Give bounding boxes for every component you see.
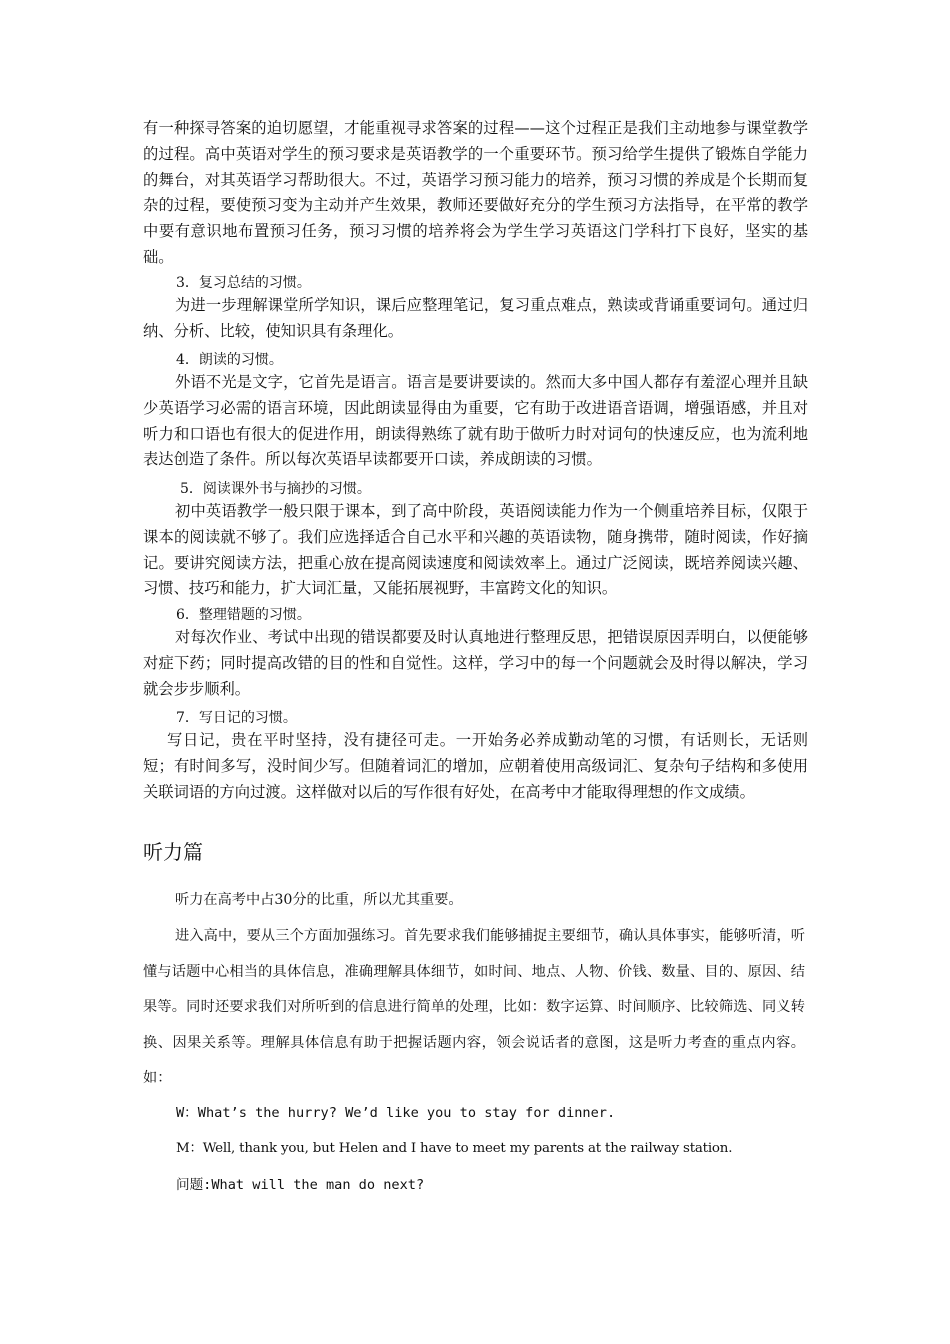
paragraph-review-habit: 为进一步理解课堂所学知识，课后应整理笔记，复习重点难点，熟读或背诵重要词句。通过归纳、分析、比较，使知识具有条理化。 (143, 296, 808, 340)
heading-error-review-habit: 6．整理错题的习惯。 (176, 607, 311, 623)
heading-diary-habit: 7．写日记的习惯。 (176, 710, 297, 726)
paragraph-listening-practice: 进入高中，要从三个方面加强练习。首先要求我们能够捕捉主要细节，确认具体事实，能够听清，听懂与话题中心相当的具体信息，准确理解具体细节，如时间、地点、人物、价钱、数量、目的、原因、结果等。同时还要求我们对所听到的信息进行简单的处理，比如：数字运算、时间顺序、比较筛选、同义转换、因果关系等。理解具体信息有助于把握话题内容，领会说话者的意图，这是听力考查的重点内容。如： (143, 928, 805, 1086)
paragraph-diary-habit: 写日记，贵在平时坚持，没有捷径可走。一开始务必养成勤动笔的习惯，有话则长，无话则短；有时间多写，没时间少写。但随着词汇的增加，应朝着使用高级词汇、复杂句子结构和多使用关联词语的方向过渡。这样做对以后的写作很有好处，在高考中才能取得理想的作文成绩。 (143, 731, 808, 801)
paragraph-extracurricular-reading-habit: 初中英语教学一般只限于课本，到了高中阶段，英语阅读能力作为一个侧重培养目标，仅限于课本的阅读就不够了。我们应选择适合自己水平和兴趣的英语读物，随身携带，随时阅读，作好摘记。要讲究阅读方法，把重心放在提高阅读速度和阅读效率上。通过广泛阅读，既培养阅读兴趣、习惯、技巧和能力，扩大词汇量，又能拓展视野，丰富跨文化的知识。 (143, 502, 808, 598)
heading-review-habit: 3．复习总结的习惯。 (176, 275, 311, 291)
dialogue-man-line: M：Well, thank you, but Helen and I have to meet my parents at the railway station. (176, 1141, 733, 1156)
paragraph-reading-aloud-habit: 外语不光是文字，它首先是语言。语言是要讲要读的。然而大多中国人都存有羞涩心理并且缺少英语学习必需的语言环境，因此朗读显得由为重要，它有助于改进语音语调，增强语感，并且对听力和口语也有很大的促进作用，朗读得熟练了就有助于做听力时对词句的快速反应，也为流利地表达创造了条件。所以每次英语早读都要开口读，养成朗读的习惯。 (143, 373, 808, 469)
paragraph-error-review-habit: 对每次作业、考试中出现的错误都要及时认真地进行整理反思，把错误原因弄明白，以便能够对症下药；同时提高改错的目的性和自觉性。这样，学习中的每一个问题就会及时得以解决，学习就会步步顺利。 (143, 628, 808, 698)
heading-extracurricular-reading-habit: 5．阅读课外书与摘抄的习惯。 (180, 481, 371, 497)
paragraph-listening-weight: 听力在高考中占30分的比重，所以尤其重要。 (175, 892, 463, 908)
section-heading-listening: 听力篇 (143, 840, 203, 864)
heading-reading-aloud-habit: 4．朗读的习惯。 (176, 352, 283, 368)
paragraph-preview-habit: 有一种探寻答案的迫切愿望，才能重视寻求答案的过程——这个过程正是我们主动地参与课堂教学的过程。高中英语对学生的预习要求是英语教学的一个重要环节。预习给学生提供了锻炼自学能力的舞台，对其英语学习帮助很大。不过，英语学习预习能力的培养，预习习惯的养成是个长期而复杂的过程，要使预习变为主动并产生效果，教师还要做好充分的学生预习方法指导，在平常的教学中要有意识地布置预习任务，预习习惯的培养将会为学生学习英语这门学科打下良好，坚实的基础。 (143, 119, 808, 266)
dialogue-question-line: 问题:What will the man do next? (176, 1177, 425, 1193)
dialogue-woman-line: W：What’s the hurry? We’d like you to stay for dinner. (176, 1105, 616, 1121)
